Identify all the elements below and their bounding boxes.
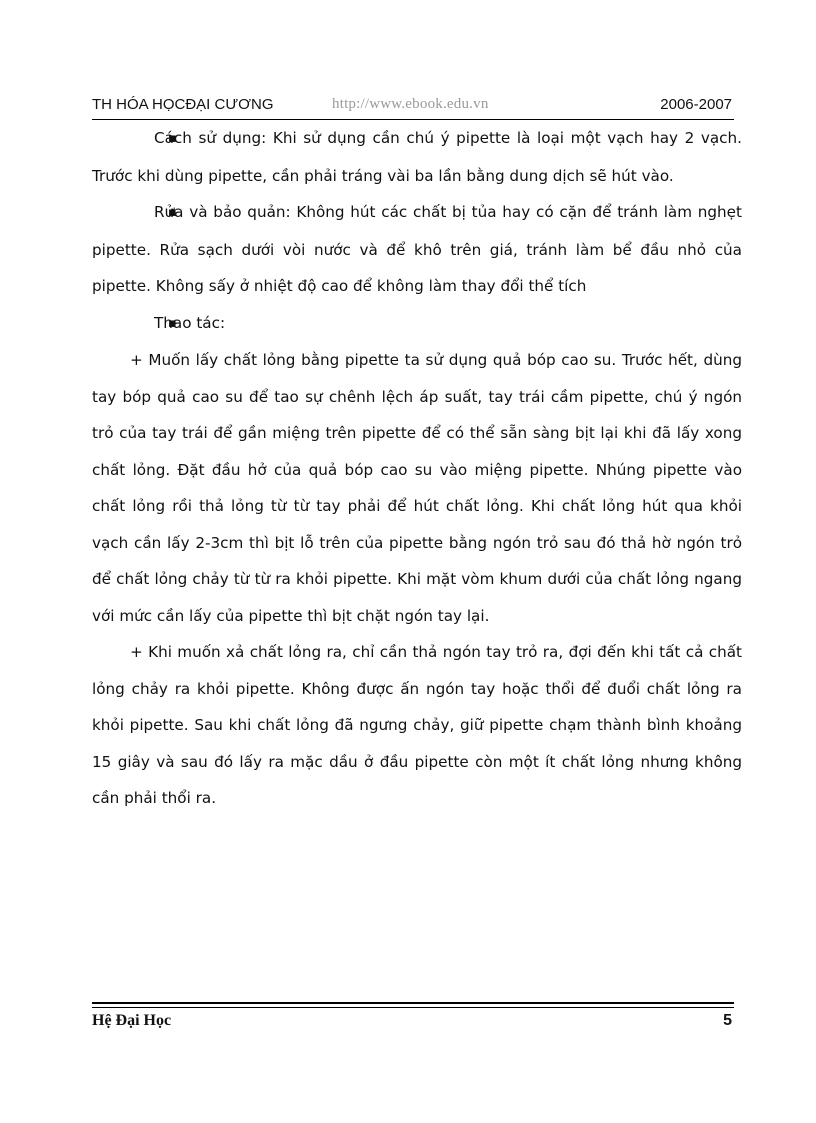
header-course-title: TH HÓA HỌCĐẠI CƯƠNG	[92, 96, 274, 113]
paragraph-drawing-liquid: + Muốn lấy chất lỏng bằng pipette ta sử dụng quả bóp cao su. Trước hết, dùng tay bóp quả cao su để tao sự chênh lệch áp suất, tay trái cầm pipette, chú ý ngón trỏ của tay trái để gần miệng trên pipette để có thể sẵn sàng bịt lại khi đã lấy xong chất lỏng. Đặt đầu hở của quả bóp cao su vào miệng pipette. Nhúng pipette vào chất lỏng rồi thả lỏng từ từ tay phải để hút chất lỏng. Khi chất lỏng hút qua khỏi vạch cần lấy 2-3cm thì bịt lỗ trên của pipette bằng ngón trỏ sau đó thả hờ ngón trỏ để chất lỏng chảy từ từ ra khỏi pipette. Khi mặt vòm khum dưới của chất lỏng ngang với mức cần lấy của pipette thì bịt chặt ngón tay lại.	[92, 351, 742, 625]
page-header	[92, 94, 732, 118]
footer-program-name: Hệ Đại Học	[92, 1012, 172, 1029]
paragraph-usage: ▪ Cách sử dụng: Khi sử dụng cần chú ý pipette là loại một vạch hay 2 vạch. Trước khi dùng pipette, cần phải tráng vài ba lần bằng dung dịch sẽ hút vào.	[92, 120, 742, 194]
paragraph-operation-heading: ▪ Thao tác:	[92, 305, 742, 343]
header-source-url[interactable]: http://www.ebook.edu.vn	[332, 96, 489, 112]
footer-divider-thin	[92, 1007, 734, 1008]
page-number: 5	[723, 1012, 732, 1029]
paragraph-cleaning-storage: ▪ Rửa và bảo quản: Không hút các chất bị tủa hay có cặn để tránh làm nghẹt pipette. Rửa sạch dưới vòi nước và để khô trên giá, tránh làm bể đầu nhỏ của pipette. Không sấy ở nhiệt độ cao để không làm thay đổi thể tích	[92, 194, 742, 305]
page-body	[92, 120, 742, 817]
page-footer	[92, 1010, 732, 1034]
footer-divider-thick	[92, 1002, 734, 1004]
header-year: 2006-2007	[660, 96, 732, 113]
paragraph-releasing-liquid: + Khi muốn xả chất lỏng ra, chỉ cần thả ngón tay trỏ ra, đợi đến khi tất cả chất lỏng chảy ra khỏi pipette. Không được ấn ngón tay hoặc thổi để đuổi chất lỏng ra khỏi pipette. Sau khi chất lỏng đã ngưng chảy, giữ pipette chạm thành bình khoảng 15 giây và sau đó lấy ra mặc dầu ở đầu pipette còn một ít chất lỏng nhưng không cần phải thổi ra.	[92, 643, 742, 807]
